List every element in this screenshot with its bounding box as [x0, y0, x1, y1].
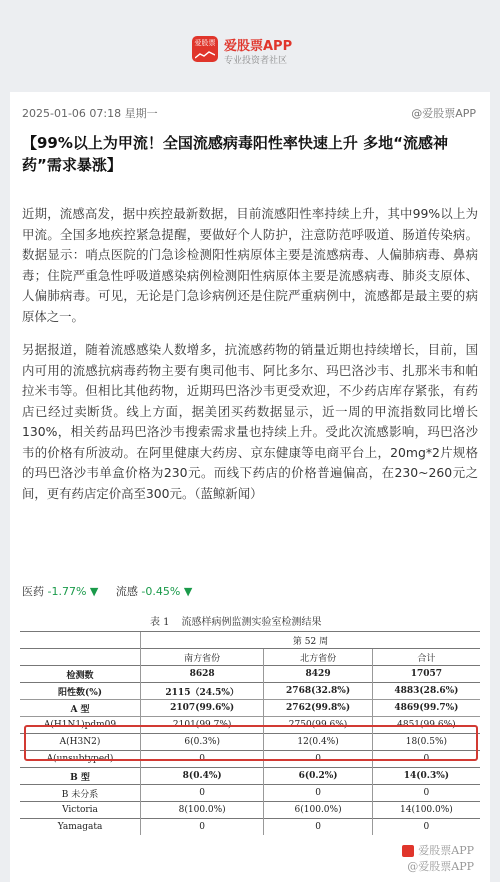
table-cell: 8(0.4%): [141, 768, 264, 785]
table-cell: A(unsubtyped): [20, 751, 141, 768]
table-cell: 2750(99.6%): [264, 717, 372, 734]
table-header: 南方省份: [141, 649, 264, 666]
table-cell: 8429: [264, 666, 372, 683]
app-logo-icon: [402, 845, 414, 857]
table-header: 北方省份: [264, 649, 372, 666]
table-cell: 检测数: [20, 666, 141, 683]
table-cell: 2101(99.7%): [141, 717, 264, 734]
table-row: [20, 683, 480, 700]
table-row: [20, 802, 480, 819]
table-row: [20, 785, 480, 802]
article-paragraph: 另据报道，随着流感感染人数增多，抗流感药物的销量近期也持续增长，目前，国内可用的流感抗病毒药物主要有奥司他韦、阿比多尔、玛巴洛沙韦、扎那米韦和帕拉米韦等。但相比其他药物，近期玛巴洛沙韦更受欢迎，不少药店库存紧张，有药店已经过卖断货。线上方面，据美团买药数据显示，近一周的甲流指数同比增长130%，相关药品玛巴洛沙韦搜索需求量也持续上升。受此次流感影响，玛巴洛沙韦的价格有所波动。在阿里健康大药房、京东健康等电商平台上，20mg*2片规格的玛巴洛沙韦单盒价格为230元。而线下药店的价格普遍偏高，在230~260元之间，更有药店定价高至300元。（蓝鲸新闻）: [22, 342, 478, 501]
table-cell: 8628: [141, 666, 264, 683]
article-paragraph: 近期，流感高发，据中疾控最新数据，目前流感阳性率持续上升，其中99%以上为甲流。全国多地疾控紧急提醒，要做好个人防护，注意防范呼吸道、肠道传染病。数据显示：哨点医院的门急诊检测阳性病原体主要是流感病毒、人偏肺病毒、鼻病毒；住院严重急性呼吸道感染病例检测阳性病原体主要是流感病毒、肺炎支原体、人偏肺病毒。可见，无论是门急诊病例还是住院严重病例中，流感都是最主要的病原体之一。: [22, 206, 478, 324]
table-cell: 4851(99.6%): [372, 717, 480, 734]
post-source[interactable]: @爱股票APP: [411, 107, 476, 120]
table-cell: 14(100.0%): [372, 802, 480, 819]
table-cell: 阳性数(%): [20, 683, 141, 700]
table-cell: [20, 649, 141, 666]
table-cell: [20, 632, 141, 649]
stock-quotes: [22, 583, 206, 599]
table-cell: 4883(28.6%): [372, 683, 480, 700]
trend-line-icon: [195, 51, 215, 59]
table-row: [20, 700, 480, 717]
watermark: 爱股票APP @爱股票APP: [402, 842, 474, 874]
table-cell: 6(0.2%): [264, 768, 372, 785]
down-arrow-icon: ▼: [183, 585, 193, 598]
table-cell: 14(0.3%): [372, 768, 480, 785]
table-row: [20, 768, 480, 785]
down-arrow-icon: ▼: [89, 585, 99, 598]
table-cell: 0: [264, 785, 372, 802]
table-cell: A(H1N1)pdm09: [20, 717, 141, 734]
table-cell: 2107(99.6%): [141, 700, 264, 717]
table-cell: B 未分系: [20, 785, 141, 802]
table-cell: 0: [141, 751, 264, 768]
table-cell: 4869(99.7%): [372, 700, 480, 717]
table-cell: 6(100.0%): [264, 802, 372, 819]
table-header: 合计: [372, 649, 480, 666]
table-cell: 0: [264, 819, 372, 836]
table-cell: 2768(32.8%): [264, 683, 372, 700]
table-cell: 0: [141, 819, 264, 836]
table-row: [20, 666, 480, 683]
app-header: [0, 0, 500, 92]
table-cell: 0: [264, 751, 372, 768]
table-cell: 8(100.0%): [141, 802, 264, 819]
app-name: 爱股票APP: [224, 39, 293, 54]
table-cell: 2762(99.8%): [264, 700, 372, 717]
table-week: 第 52 周: [141, 632, 481, 649]
table-cell: 17057: [372, 666, 480, 683]
quote-tag[interactable]: 流感 -0.45% ▼: [115, 585, 193, 598]
table-cell: A(H3N2): [20, 734, 141, 751]
post-datetime: 2025-01-06 07:18 星期一: [22, 107, 158, 120]
table-cell: Yamagata: [20, 819, 141, 836]
table-cell: Victoria: [20, 802, 141, 819]
table-cell: 0: [372, 751, 480, 768]
table-cell: 2115（24.5%）: [141, 683, 264, 700]
app-subtitle: 专业投资者社区: [224, 56, 288, 66]
table-cell: B 型: [20, 768, 141, 785]
table-cell: 6(0.3%): [141, 734, 264, 751]
table-row: [20, 819, 480, 836]
table-cell: A 型: [20, 700, 141, 717]
article-title: 【99%以上为甲流！全国流感病毒阳性率快速上升 多地“流感神药”需求暴涨】: [22, 134, 448, 174]
surveillance-table-image: [20, 607, 480, 882]
app-logo: 爱股票: [192, 36, 218, 62]
table-cell: 12(0.4%): [264, 734, 372, 751]
table-cell: 0: [372, 819, 480, 836]
table-cell: 18(0.5%): [372, 734, 480, 751]
quote-tag[interactable]: 医药 -1.77% ▼: [22, 585, 99, 598]
table-cell: 0: [141, 785, 264, 802]
article-card: [10, 92, 490, 882]
table-caption: 表 1 流感样病例监测实验室检测结果: [150, 617, 322, 628]
table-cell: 0: [372, 785, 480, 802]
highlight-box: [24, 725, 478, 761]
